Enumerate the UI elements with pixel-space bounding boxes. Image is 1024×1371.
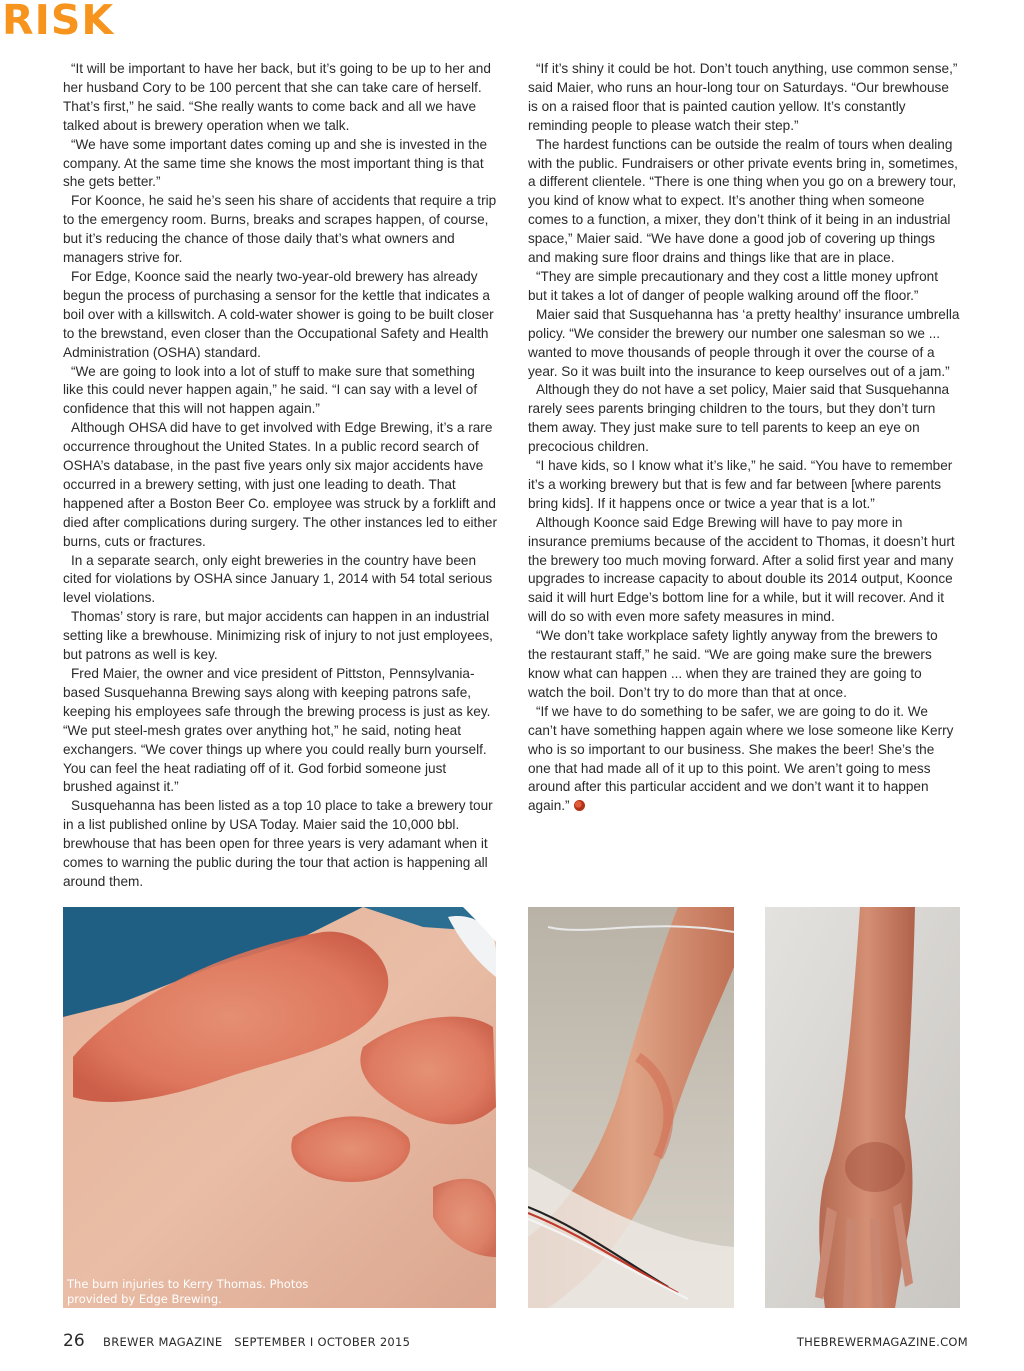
paragraph-text: “If we have to do something to be safer, we are going to do it. We can’t have something happen again where we lose someone like Kerry who is so important to our business. She makes the beer! She’s the one that had made all of it up to this point. We aren’t going to mess around after this particular accident and we don’t want it to happen again.”	[528, 703, 954, 814]
final-paragraph	[528, 703, 960, 816]
paragraph: “I have kids, so I know what it’s like,” he said. “You have to remember it’s a working brewery but that is few and far between [where parents bring kids]. If it happens once or twice a year that is a lot.”	[528, 458, 953, 511]
website-url: THEBREWERMAGAZINE.COM	[796, 1335, 968, 1349]
end-of-article-icon	[574, 800, 585, 811]
photo-illustration	[528, 907, 734, 1308]
magazine-issue: BREWER MAGAZINE SEPTEMBER I OCTOBER 2015	[103, 1335, 411, 1349]
paragraph: Fred Maier, the owner and vice president of Pittston, Pennsylvania-based Susquehanna Brewing says along with keeping patrons safe, keeping his employees safe through the brewing process is just as key. “We put steel-mesh grates over anything hot,” he said, noting heat exchangers. “We cover things up where you could really burn yourself. You can feel the heat radiating off of it. God forbid someone just brushed against it.”	[63, 666, 491, 795]
paragraph: Susquehanna has been listed as a top 10 place to take a brewery tour in a list published online by USA Today. Maier said the 10,000 bbl. brewhouse that has been open for three years is very adamant when it comes to warning the public during the tour that action is happening all around them.	[63, 798, 493, 889]
article-left-column	[63, 60, 497, 892]
paragraph: Thomas’ story is rare, but major accidents can happen in an industrial setting like a brewhouse. Minimizing risk of injury to not just employees, but patrons as well is key.	[63, 609, 493, 663]
article-right-column	[528, 60, 960, 816]
paragraph: “It will be important to have her back, but it’s going to be up to her and her husband Cory to be 100 percent that she can take care of herself. That’s first,” he said. “She really wants to come back and all we have talked about is brewery operation when we talk.	[63, 61, 491, 133]
page-footer	[0, 1327, 1024, 1357]
section-heading: RISK	[2, 0, 115, 44]
burn-injury-back-photo	[63, 907, 496, 1308]
paragraph: In a separate search, only eight breweries in the country have been cited for violations by OSHA since January 1, 2014 with 54 total serious level violations.	[63, 552, 493, 606]
paragraph: For Koonce, he said he’s seen his share of accidents that require a trip to the emergency room. Burns, breaks and scrapes happen, of course, but it’s reducing the chance of those daily that’s what owners and managers strive for.	[63, 193, 497, 266]
paragraph: “We don’t take workplace safety lightly anyway from the brewers to the restaurant staff,” he said. “We are going make sure the brewers know what can happen ... when they are trained they are going to watch the boil. Don’t try to do more than that at once.	[528, 628, 938, 700]
photo-illustration	[765, 907, 960, 1308]
paragraph: “If it’s shiny it could be hot. Don’t touch anything, use common sense,” said Maier, who runs an hour-long tour on Saturdays. “Our brewhouse is on a raised floor that is painted caution yellow. It’s constantly reminding people to please watch their step.”	[528, 61, 958, 133]
paragraph: “We have some important dates coming up and she is invested in the company. At the same time she knows the most important thing is that she gets better.”	[63, 136, 488, 190]
paragraph: Although they do not have a set policy, Maier said that Susquehanna rarely sees parents bringing children to the tours, but they don’t turn them away. They just make sure to tell parents to keep an eye on precocious children.	[528, 382, 950, 455]
page-number: 26	[63, 1331, 85, 1351]
paragraph: Although OHSA did have to get involved with Edge Brewing, it’s a rare occurrence throughout the United States. In a public record search of OSHA’s database, in the past five years only six major accidents have occurred in a brewery setting, with just one leading to death. That happened after a Boston Beer Co. employee was struck by a forklift and died after complications during surgery. The other instances led to either burns, cuts or fractures.	[63, 420, 497, 549]
paragraph: Maier said that Susquehanna has ‘a pretty healthy’ insurance umbrella policy. “We consider the brewery our number one salesman so we ... wanted to move thousands of people through it over the course of a year. So it was built into the insurance to keep ourselves out of a jam.”	[528, 306, 960, 379]
photo-caption: The burn injuries to Kerry Thomas. Photos provided by Edge Brewing.	[67, 1277, 309, 1306]
paragraph: “We are going to look into a lot of stuff to make sure that something like this could never happen again,” he said. “I can say with a level of confidence that this will not happen again.”	[63, 363, 478, 417]
photo-illustration	[63, 907, 496, 1308]
paragraph: For Edge, Koonce said the nearly two-year-old brewery has already begun the process of purchasing a sensor for the kettle that indicates a boil over with a killswitch. A cold-water shower is going to be built closer to the brewstand, even closer than the Occupational Safety and Health Administration (OSHA) standard.	[63, 268, 494, 360]
burn-injury-hand-photo	[765, 907, 960, 1308]
paragraph: Although Koonce said Edge Brewing will have to pay more in insurance premiums because of the accident to Thomas, it doesn’t hurt the brewery too much moving forward. After a solid first year and many upgrades to increase capacity to about double its 2014 output, Koonce said it will hurt Edge’s bottom line for a while, but it will recover. And it will do so with even more safety measures in mind.	[528, 514, 955, 625]
paragraph: “They are simple precautionary and they cost a little money upfront but it takes a lot of danger of people walking around off the floor.”	[528, 268, 938, 303]
burn-injury-arm-photo	[528, 907, 734, 1308]
paragraph: The hardest functions can be outside the realm of tours when dealing with the public. Fundraisers or other private events bring in, sometimes, a different clientele. “There is one thing when you go on a brewery tour, you kind of know what to expect. It’s another thing when someone comes to a function, a mixer, they don’t think of it being in an industrial space,” Maier said. “We have done a good job of covering up things and making sure floor drains and things like that are in place.	[528, 136, 958, 266]
